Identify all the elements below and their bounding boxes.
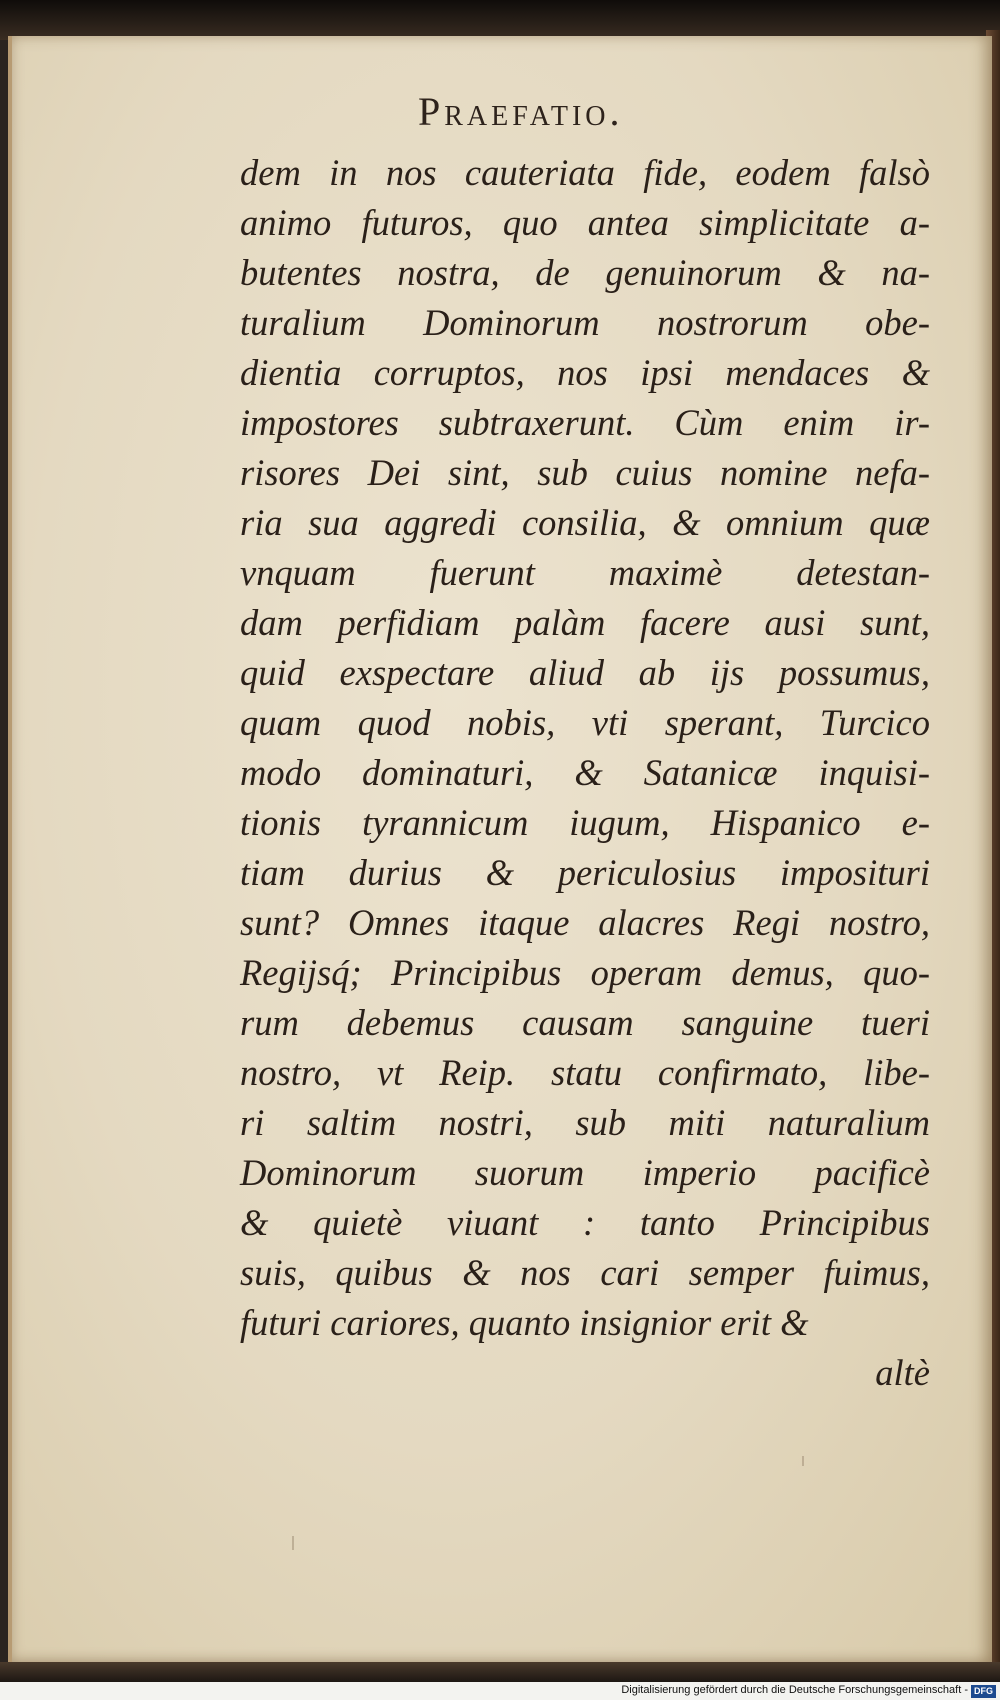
text-line: quam quod nobis, vti sperant, Turcico (240, 702, 930, 743)
text-line: ria sua aggredi consilia, & omnium quæ (240, 502, 930, 543)
text-line: quid exspectare aliud ab ijs possumus, (240, 652, 930, 693)
text-line: dem in nos cauteriata fide, eodem falsò (240, 152, 930, 193)
funding-credit: Digitalisierung gefördert durch die Deutsche Forschungsgemeinschaft - (621, 1684, 968, 1696)
book-top-edge (0, 0, 1000, 40)
text-line: nostro, vt Reip. statu confirmato, libe- (240, 1052, 930, 1093)
text-line: & quietè viuant : tanto Principibus (240, 1202, 930, 1243)
text-line: Regijsq́; Principibus operam demus, quo- (240, 952, 930, 993)
text-line: modo dominaturi, & Satanicæ inquisi- (240, 752, 930, 793)
text-line: sunt? Omnes itaque alacres Regi nostro, (240, 902, 930, 943)
text-line: suis, quibus & nos cari semper fuimus, (240, 1252, 930, 1293)
text-line: tionis tyrannicum iugum, Hispanico e- (240, 802, 930, 843)
book-bottom-edge (0, 1662, 1000, 1682)
text-line: impostores subtraxerunt. Cùm enim ir- (240, 402, 930, 443)
text-line: butentes nostra, de genuinorum & na- (240, 252, 930, 293)
text-line: Dominorum suorum imperio pacificè (240, 1152, 930, 1193)
catchword: altè (875, 1352, 930, 1393)
text-line: risores Dei sint, sub cuius nomine nefa- (240, 452, 930, 493)
text-line: turalium Dominorum nostrorum obe- (240, 302, 930, 343)
body-text (240, 148, 930, 1398)
paper-mark (802, 1456, 804, 1466)
text-line: rum debemus causam sanguine tueri (240, 1002, 930, 1043)
dfg-logo-icon[interactable]: DFG (971, 1685, 996, 1698)
text-line: futuri cariores, quanto insignior erit & (240, 1302, 809, 1343)
text-line: vnquam fuerunt maximè detestan- (240, 552, 930, 593)
running-head: Praefatio. (418, 89, 624, 134)
text-line: tiam durius & periculosius imposituri (240, 852, 930, 893)
text-line: dam perfidiam palàm facere ausi sunt, (240, 602, 930, 643)
text-line: dientia corruptos, nos ipsi mendaces & (240, 352, 930, 393)
text-line: animo futuros, quo antea simplicitate a- (240, 202, 930, 243)
paper-mark (292, 1536, 294, 1550)
text-line: ri saltim nostri, sub miti naturalium (240, 1102, 930, 1143)
